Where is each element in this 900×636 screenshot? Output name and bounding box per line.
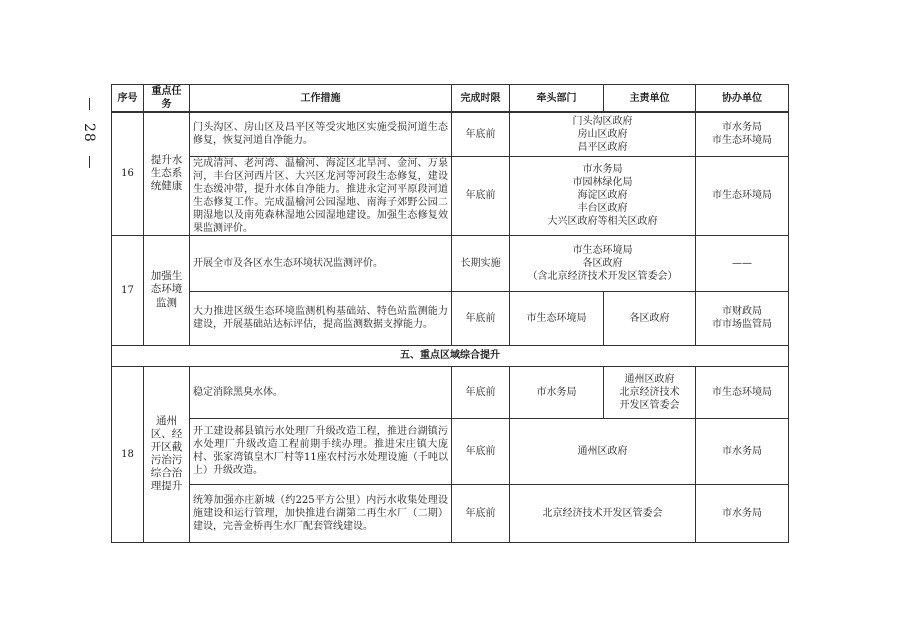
row-assist-none: —— — [696, 235, 789, 291]
assist-line: 市财政局 — [722, 306, 762, 317]
table-header-row — [112, 85, 789, 113]
row-assist — [696, 112, 789, 156]
page-number-text: 28 — [81, 123, 97, 143]
lead-line: 大兴区政府等相关区政府 — [547, 216, 658, 227]
header-assist: 协办单位 — [696, 85, 789, 113]
page-number — [74, 98, 104, 168]
row-assist: 市水务局 — [696, 418, 789, 484]
table-row — [112, 418, 789, 484]
lead-line: 市生态环境局 — [572, 244, 633, 256]
row-deadline: 年底前 — [452, 112, 510, 156]
lead-line: 各区政府 — [582, 257, 623, 269]
row-assist — [696, 291, 789, 345]
main-line: 北京经济技术 — [619, 386, 680, 398]
lead-line: 房山区政府 — [577, 128, 628, 140]
section-row — [112, 345, 789, 366]
assist-line: 市生态环境局 — [712, 135, 772, 147]
lead-line: （含北京经济技术开发区管委会） — [527, 270, 678, 282]
table-row — [112, 291, 789, 345]
row-task: 提升水生态系统健康 — [144, 112, 190, 235]
row-measure: 完成清河、老河湾、温榆河、海淀区北旱河、金河、万泉河，丰台区河西片区、大兴区龙河等河段生态修复，建设生态缓冲带，提升水体自净能力。推进永定河平原段河道生态修复工作。完成温榆河公园湿地、南海子郊野公园二期湿地以及南苑森林湿地公园湿地建设。加强生态修复效果监测评价。 — [190, 156, 452, 235]
page-number-dash-top — [89, 98, 90, 110]
table-row — [112, 112, 789, 156]
header-task: 重点任务 — [144, 85, 190, 113]
row-measure: 大力推进区级生态环境监测机构基础站、特色站监测能力建设，开展基础站达标评估，提高监测数据支撑能力。 — [190, 291, 452, 345]
row-deadline: 年底前 — [452, 418, 510, 484]
row-measure: 统筹加强亦庄新城（约225平方公里）内污水收集处理设施建设和运行管理，加快推进台湖第二再生水厂（二期）建设，完善金桥再生水厂配套管线建设。 — [190, 484, 452, 542]
row-measure: 开工建设郝县镇污水处理厂升级改造工程，推进台湖镇污水处理厂升级改造工程前期手续办理。推进宋庄镇大庞村、张家湾镇皇木厂村等11座农村污水处理设施（千吨以上）升级改造。 — [190, 418, 452, 484]
table-row — [112, 235, 789, 291]
lead-line: 市水务局 — [582, 164, 623, 175]
row-deadline: 年底前 — [452, 366, 510, 418]
row-measure: 门头沟区、房山区及昌平区等受灾地区实施受损河道生态修复，恢复河道自净能力。 — [190, 112, 452, 156]
row-lead — [510, 112, 696, 156]
row-no: 16 — [112, 112, 144, 235]
lead-line: 海淀区政府 — [577, 190, 628, 201]
row-no: 18 — [112, 366, 144, 542]
row-lead: 通州区政府 — [510, 418, 696, 484]
row-main: 各区政府 — [604, 291, 696, 345]
row-task: 通州区、经开区截污治污综合治理提升 — [144, 366, 190, 542]
row-lead — [510, 235, 696, 291]
lead-line: 门头沟区政府 — [572, 115, 633, 127]
row-assist: 市生态环境局 — [696, 156, 789, 235]
row-deadline: 长期实施 — [452, 235, 510, 291]
row-assist: 市生态环境局 — [696, 366, 789, 418]
lead-line: 丰台区政府 — [577, 203, 628, 214]
main-line: 开发区管委会 — [619, 399, 680, 411]
row-measure: 开展全市及各区水生态环境状况监测评价。 — [190, 235, 452, 291]
page-number-dash-bottom — [89, 156, 90, 168]
row-lead — [510, 156, 696, 235]
row-deadline: 年底前 — [452, 291, 510, 345]
row-no: 17 — [112, 235, 144, 345]
row-main — [604, 366, 696, 418]
header-no: 序号 — [112, 85, 144, 113]
row-lead: 市水务局 — [510, 366, 604, 418]
task-table — [111, 84, 789, 543]
row-measure: 稳定消除黑臭水体。 — [190, 366, 452, 418]
row-lead: 市生态环境局 — [510, 291, 604, 345]
row-lead: 北京经济技术开发区管委会 — [510, 484, 696, 542]
header-deadline: 完成时限 — [452, 85, 510, 113]
row-task: 加强生态环境监测 — [144, 235, 190, 345]
table-row — [112, 366, 789, 418]
header-main: 主责单位 — [604, 85, 696, 113]
lead-line: 昌平区政府 — [577, 141, 628, 153]
row-deadline: 年底前 — [452, 156, 510, 235]
lead-line: 市园林绿化局 — [572, 177, 633, 188]
section-title: 五、重点区域综合提升 — [112, 345, 789, 366]
table-row — [112, 484, 789, 542]
header-lead: 牵头部门 — [510, 85, 604, 113]
main-line: 通州区政府 — [624, 373, 675, 385]
header-measure: 工作措施 — [190, 85, 452, 113]
assist-line: 市水务局 — [722, 122, 762, 134]
row-deadline: 年底前 — [452, 484, 510, 542]
row-assist: 市水务局 — [696, 484, 789, 542]
assist-line: 市市场监管局 — [712, 319, 772, 330]
table-row — [112, 156, 789, 235]
